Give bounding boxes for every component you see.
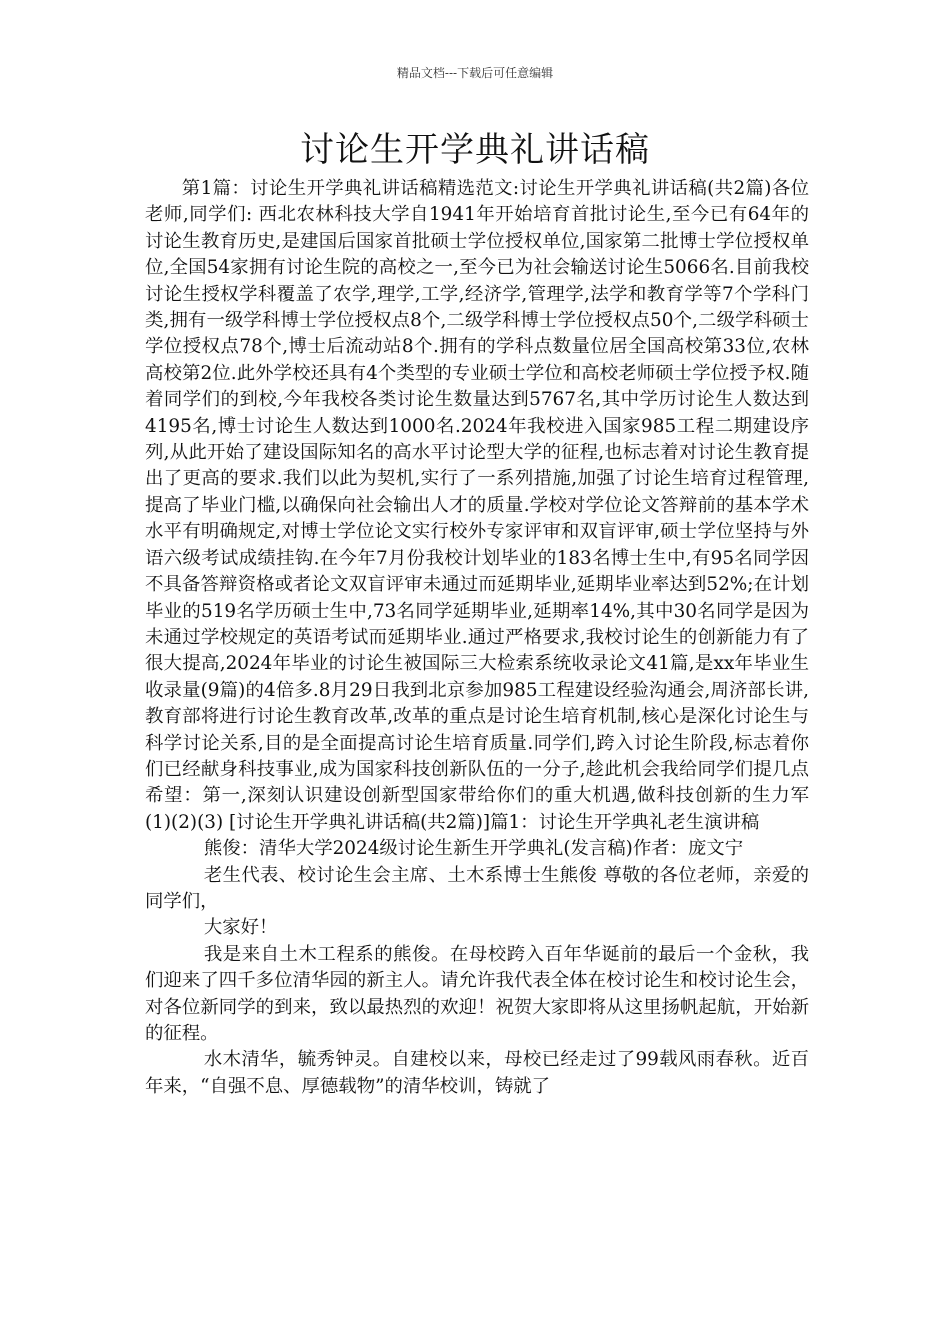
paragraph: 老生代表、校讨论生会主席、土木系博士生熊俊 尊敬的各位老师，亲爱的同学们， bbox=[145, 864, 809, 912]
document-title: 讨论生开学典礼讲话稿 bbox=[300, 130, 650, 170]
paragraph: 水木清华，毓秀钟灵。自建校以来，母校已经走过了99载风雨春秋。近百年来，“自强不息、厚德载物”的清华校训，铸就了 bbox=[145, 1049, 809, 1097]
document-body bbox=[145, 176, 809, 1100]
paragraph: 第1篇：讨论生开学典礼讲话稿精选范文:讨论生开学典礼讲话稿(共2篇)各位老师,同学们: 西北农林科技大学自1941年开始培育首批讨论生,至今已有64年的讨论生教育历史,是建国后国家首批硕士学位授权单位,国家第二批博士学位授权单位,全国54家拥有讨论生院的高校之一,至今已为社会输送讨论生5066名.目前我校讨论生授权学科覆盖了农学,理学,工学,经济学,管理学,法学和教育学等7个学科门类,拥有一级学科博士学位授权点8个,二级学科博士学位授权点50个,二级学科硕士学位授权点78个,博士后流动站8个.拥有的学科点数量位居全国高校第33位,农林高校第2位.此外学校还具有4个类型的专业硕士学位和高校老师硕士学位授予权.随着同学们的到校,今年我校各类讨论生数量达到5767名,其中学历讨论生人数达到4195名,博士讨论生人数达到1000名.2024年我校进入国家985工程二期建设序列,从此开始了建设国际知名的高水平讨论型大学的征程,也标志着对讨论生教育提出了更高的要求.我们以此为契机,实行了一系列措施,加强了讨论生培育过程管理,提高了毕业门槛,以确保向社会输出人才的质量.学校对学位论文答辩前的基本学术水平有明确规定,对博士学位论文实行校外专家评审和双盲评审,硕士学位坚持与外语六级考试成绩挂钩.在今年7月份我校计划毕业的183名博士生中,有95名同学因不具备答辩资格或者论文双盲评审未通过而延期毕业,延期毕业率达到52%;在计划毕业的519名学历硕士生中,73名同学延期毕业,延期率14%,其中30名同学是因为未通过学校规定的英语考试而延期毕业.通过严格要求,我校讨论生的创新能力有了很大提高,2024年毕业的讨论生被国际三大检索系统收录论文41篇,是xx年毕业生收录量(9篇)的4倍多.8月29日我到北京参加985工程建设经验沟通会,周济部长讲,教育部将进行讨论生教育改革,改革的重点是讨论生培育机制,核心是深化讨论生与科学讨论关系,目的是全面提高讨论生培育质量.同学们,跨入讨论生阶段,标志着你们已经献身科技事业,成为国家科技创新队伍的一分子,趁此机会我给同学们提几点希望：第一,深刻认识建设创新型国家带给你们的重大机遇,做科技创新的生力军 (1)(2)(3) [讨论生开学典礼讲话稿(共2篇)]篇1：讨论生开学典礼老生演讲稿 bbox=[145, 178, 809, 833]
page-header-note: 精品文档---下载后可任意编辑 bbox=[396, 66, 554, 80]
paragraph: 大家好！ bbox=[203, 917, 278, 939]
paragraph: 熊俊：清华大学2024级讨论生新生开学典礼(发言稿)作者：庞文宁 bbox=[203, 838, 744, 860]
paragraph: 我是来自土木工程系的熊俊。在母校跨入百年华诞前的最后一个金秋，我们迎来了四千多位清华园的新主人。请允许我代表全体在校讨论生和校讨论生会，对各位新同学的到来，致以最热烈的欢迎！祝贺大家即将从这里扬帆起航，开始新的征程。 bbox=[145, 943, 809, 1044]
